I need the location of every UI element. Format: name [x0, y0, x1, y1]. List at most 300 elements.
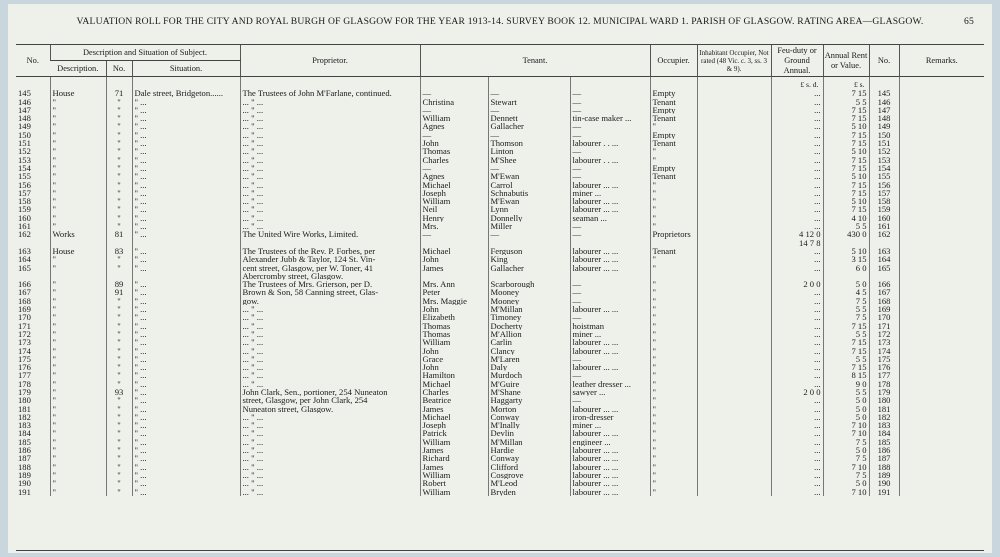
money-units-occupier [650, 77, 697, 90]
tenant-surname: Donnelly [488, 214, 570, 222]
house-number: " [106, 396, 132, 404]
tenant-first-name: William [420, 197, 488, 205]
entry-no: 180 [18, 396, 31, 405]
tenant-surname: — [488, 230, 570, 238]
occupier: " [650, 355, 697, 363]
remarks [899, 172, 984, 180]
tenant-first-name: Charles [420, 156, 488, 164]
tenant-surname: M'Inally [488, 421, 570, 429]
money-units-tfirst [420, 77, 488, 90]
annual-rent: 7 15 [823, 131, 869, 139]
proprietor: ... " ... [240, 181, 420, 189]
col-number: No. [106, 61, 132, 77]
table-row [16, 371, 984, 379]
remarks [899, 479, 984, 487]
annual-rent: 5 0 [823, 405, 869, 413]
tenant-occupation: — [570, 396, 650, 404]
table-row [16, 380, 984, 388]
entry-no-right: 189 [869, 471, 899, 479]
occupier: " [650, 471, 697, 479]
roll-title: VALUATION ROLL FOR THE CITY AND ROYAL BURGH OF GLASGOW FOR THE YEAR 1913-14. SURVEY BOOK 12. MUNICIPAL WARD 1. PARISH OF GLASGOW. RATING AREA—GLASGOW. [76, 16, 924, 27]
entry-no: 162 [18, 230, 31, 239]
tenant-occupation: labourer ... ... [570, 338, 650, 346]
remarks [899, 197, 984, 205]
house-number: " [106, 122, 132, 130]
tenant-occupation: leather dresser ... [570, 380, 650, 388]
occupier: Empty [650, 131, 697, 139]
remarks [899, 230, 984, 238]
annual-rent: 7 15 [823, 106, 869, 114]
feu-duty: ... [771, 264, 823, 272]
entry-no-right: 162 [869, 230, 899, 238]
entry-no: 164 [18, 255, 31, 264]
remarks [899, 313, 984, 321]
house-number: " [106, 222, 132, 230]
entry-no-right: 186 [869, 446, 899, 454]
feu-duty: ... [771, 305, 823, 313]
table-row [16, 114, 984, 122]
proprietor: Abercromby street, Glasgow. [240, 272, 420, 280]
annual-rent: 5 0 [823, 446, 869, 454]
situation: " ... [132, 297, 240, 305]
proprietor: ... " ... [240, 488, 420, 496]
table-row [16, 421, 984, 429]
feu-duty: ... [771, 454, 823, 462]
feu-duty: ... [771, 89, 823, 97]
tenant-first-name: Peter [420, 288, 488, 296]
inhabitant-occupier [697, 122, 771, 130]
money-units-no2 [869, 77, 899, 90]
entry-no: 155 [18, 172, 31, 181]
tenant-occupation: labourer . . ... [570, 139, 650, 147]
tenant-occupation: — [570, 288, 650, 296]
situation: " ... [132, 363, 240, 371]
table-row [16, 280, 984, 288]
remarks [899, 421, 984, 429]
situation: " ... [132, 463, 240, 471]
tenant-first-name [420, 239, 488, 247]
entry-no-right: 148 [869, 114, 899, 122]
occupier: " [650, 189, 697, 197]
col-proprietor: Proprietor. [240, 45, 420, 77]
table-row [16, 239, 984, 247]
entry-no: 167 [18, 288, 31, 297]
feu-duty: 2 0 0 [771, 280, 823, 288]
annual-rent: 5 10 [823, 147, 869, 155]
feu-duty: ... [771, 172, 823, 180]
tenant-occupation: labourer ... ... [570, 347, 650, 355]
occupier: " [650, 347, 697, 355]
house-number: " [106, 471, 132, 479]
col-feu-duty: Feu-duty or Ground Annual. [771, 45, 823, 77]
feu-duty: ... [771, 288, 823, 296]
remarks [899, 214, 984, 222]
situation: " ... [132, 131, 240, 139]
remarks [899, 363, 984, 371]
description: " [50, 471, 106, 479]
occupier: " [650, 446, 697, 454]
table-row [16, 189, 984, 197]
inhabitant-occupier [697, 297, 771, 305]
situation: " ... [132, 479, 240, 487]
occupier: " [650, 147, 697, 155]
remarks [899, 280, 984, 288]
table-row [16, 388, 984, 396]
inhabitant-occupier [697, 429, 771, 437]
proprietor: street, Glasgow, per John Clark, 254 [240, 396, 420, 404]
tenant-first-name: John [420, 305, 488, 313]
house-number: " [106, 322, 132, 330]
description: " [50, 288, 106, 296]
table-row [16, 89, 984, 97]
tenant-first-name: James [420, 463, 488, 471]
tenant-first-name: Elizabeth [420, 313, 488, 321]
annual-rent: 7 15 [823, 164, 869, 172]
description: " [50, 330, 106, 338]
feu-duty: ... [771, 396, 823, 404]
tenant-first-name: — [420, 131, 488, 139]
tenant-occupation: — [570, 230, 650, 238]
table-row [16, 181, 984, 189]
tenant-surname: Thomson [488, 139, 570, 147]
inhabitant-occupier [697, 156, 771, 164]
description: " [50, 106, 106, 114]
entry-no-right: 146 [869, 98, 899, 106]
occupier: Tenant [650, 98, 697, 106]
entry-no-right: 172 [869, 330, 899, 338]
entry-no: 156 [18, 180, 31, 189]
occupier: " [650, 380, 697, 388]
situation: " ... [132, 355, 240, 363]
entry-no-right: 181 [869, 405, 899, 413]
tenant-first-name: James [420, 264, 488, 272]
annual-rent: 5 5 [823, 355, 869, 363]
tenant-occupation: — [570, 172, 650, 180]
tenant-first-name: Robert [420, 479, 488, 487]
description: " [50, 429, 106, 437]
description: " [50, 214, 106, 222]
house-number: " [106, 98, 132, 106]
tenant-occupation: miner ... [570, 421, 650, 429]
proprietor: ... " ... [240, 463, 420, 471]
house-number: " [106, 255, 132, 263]
description [50, 239, 106, 247]
remarks [899, 338, 984, 346]
house-number: " [106, 371, 132, 379]
proprietor: ... " ... [240, 413, 420, 421]
entry-no-right: 175 [869, 355, 899, 363]
tenant-surname: — [488, 164, 570, 172]
money-units-num [106, 77, 132, 90]
annual-rent [823, 272, 869, 280]
tenant-first-name: Agnes [420, 172, 488, 180]
tenant-first-name: Thomas [420, 147, 488, 155]
tenant-occupation: — [570, 297, 650, 305]
occupier: " [650, 205, 697, 213]
tenant-occupation: labourer ... ... [570, 264, 650, 272]
entry-no-right: 163 [869, 247, 899, 255]
annual-rent: 5 10 [823, 172, 869, 180]
remarks [899, 114, 984, 122]
annual-rent: 7 15 [823, 338, 869, 346]
tenant-occupation: — [570, 222, 650, 230]
tenant-surname: M'Guire [488, 380, 570, 388]
inhabitant-occupier [697, 347, 771, 355]
proprietor: ... " ... [240, 322, 420, 330]
tenant-surname: Dennett [488, 114, 570, 122]
entry-no: 159 [18, 205, 31, 214]
proprietor: cent street, Glasgow, per W. Toner, 41 [240, 264, 420, 272]
entry-no-right: 168 [869, 297, 899, 305]
proprietor: ... " ... [240, 330, 420, 338]
situation: " ... [132, 421, 240, 429]
house-number: " [106, 197, 132, 205]
occupier: " [650, 264, 697, 272]
table-row [16, 338, 984, 346]
entry-no-right: 150 [869, 131, 899, 139]
situation: " ... [132, 114, 240, 122]
tenant-surname: Ferguson [488, 247, 570, 255]
tenant-surname: M'Shane [488, 388, 570, 396]
annual-rent: 5 0 [823, 479, 869, 487]
remarks [899, 371, 984, 379]
remarks [899, 239, 984, 247]
house-number: " [106, 421, 132, 429]
tenant-occupation: labourer ... ... [570, 488, 650, 496]
description: " [50, 479, 106, 487]
table-row [16, 454, 984, 462]
situation: " ... [132, 429, 240, 437]
entry-no: 147 [18, 105, 31, 115]
entry-no: 174 [18, 346, 31, 355]
situation: " ... [132, 230, 240, 238]
situation: " ... [132, 172, 240, 180]
proprietor: ... " ... [240, 156, 420, 164]
situation: " ... [132, 264, 240, 272]
description: House [50, 89, 106, 97]
inhabitant-occupier [697, 214, 771, 222]
situation: " ... [132, 322, 240, 330]
tenant-surname: — [488, 106, 570, 114]
tenant-surname: Stewart [488, 98, 570, 106]
tenant-first-name: Neil [420, 205, 488, 213]
table-row [16, 305, 984, 313]
tenant-surname: M'Allion [488, 330, 570, 338]
entry-no-right: 176 [869, 363, 899, 371]
occupier: " [650, 330, 697, 338]
feu-duty: ... [771, 421, 823, 429]
annual-rent: 7 5 [823, 438, 869, 446]
table-row [16, 122, 984, 130]
proprietor: ... " ... [240, 355, 420, 363]
tenant-occupation: labourer ... ... [570, 429, 650, 437]
inhabitant-occupier [697, 164, 771, 172]
occupier: Tenant [650, 172, 697, 180]
remarks [899, 446, 984, 454]
tenant-first-name: Charles [420, 388, 488, 396]
annual-rent: 5 5 [823, 305, 869, 313]
table-row [16, 488, 984, 496]
annual-rent: 7 15 [823, 114, 869, 122]
inhabitant-occupier [697, 305, 771, 313]
occupier: " [650, 181, 697, 189]
money-units-occ [570, 77, 650, 90]
inhabitant-occupier [697, 89, 771, 97]
entry-no: 183 [18, 421, 31, 430]
feu-duty [771, 272, 823, 280]
tenant-occupation: engineer ... [570, 438, 650, 446]
table-row [16, 164, 984, 172]
tenant-first-name: — [420, 106, 488, 114]
feu-duty: ... [771, 297, 823, 305]
house-number: " [106, 380, 132, 388]
remarks [899, 463, 984, 471]
remarks [899, 164, 984, 172]
tenant-occupation [570, 272, 650, 280]
description: " [50, 172, 106, 180]
proprietor: The United Wire Works, Limited. [240, 230, 420, 238]
remarks [899, 98, 984, 106]
entry-no: 187 [18, 454, 31, 463]
remarks [899, 222, 984, 230]
description: Works [50, 230, 106, 238]
description: " [50, 463, 106, 471]
remarks [899, 471, 984, 479]
tenant-surname [488, 239, 570, 247]
inhabitant-occupier [697, 230, 771, 238]
house-number: " [106, 147, 132, 155]
tenant-surname: M'Leod [488, 479, 570, 487]
description: " [50, 131, 106, 139]
entry-no: 157 [18, 188, 31, 198]
occupier: " [650, 313, 697, 321]
annual-rent: 5 5 [823, 222, 869, 230]
entry-no: 179 [18, 387, 31, 397]
inhabitant-occupier [697, 205, 771, 213]
annual-rent: 430 0 [823, 230, 869, 238]
occupier: Tenant [650, 114, 697, 122]
tenant-occupation: — [570, 371, 650, 379]
situation: " ... [132, 255, 240, 263]
table-row [16, 247, 984, 255]
description: " [50, 114, 106, 122]
annual-rent: 7 15 [823, 156, 869, 164]
situation: " ... [132, 338, 240, 346]
description: " [50, 297, 106, 305]
occupier: " [650, 388, 697, 396]
inhabitant-occupier [697, 322, 771, 330]
situation: " ... [132, 454, 240, 462]
proprietor: ... " ... [240, 205, 420, 213]
situation: " ... [132, 205, 240, 213]
table-row [16, 429, 984, 437]
table-row [16, 264, 984, 272]
entry-no: 151 [18, 139, 31, 148]
tenant-first-name: — [420, 164, 488, 172]
tenant-surname: Morton [488, 405, 570, 413]
proprietor: ... " ... [240, 147, 420, 155]
entry-no-right: 170 [869, 313, 899, 321]
tenant-first-name: Joseph [420, 189, 488, 197]
tenant-surname: Conway [488, 413, 570, 421]
document-page [8, 4, 992, 553]
entry-no: 146 [18, 97, 31, 106]
tenant-first-name: Beatrice [420, 396, 488, 404]
tenant-first-name: James [420, 446, 488, 454]
tenant-surname: Conway [488, 454, 570, 462]
feu-duty: ... [771, 214, 823, 222]
situation: " ... [132, 405, 240, 413]
entry-no-right: 180 [869, 396, 899, 404]
house-number: 83 [106, 247, 132, 255]
proprietor: ... " ... [240, 189, 420, 197]
entry-no-right: 178 [869, 380, 899, 388]
remarks [899, 131, 984, 139]
feu-duty: 4 12 0 [771, 230, 823, 238]
annual-rent [823, 239, 869, 247]
entry-no-right: 164 [869, 255, 899, 263]
entry-no-right: 184 [869, 429, 899, 437]
situation: " ... [132, 181, 240, 189]
feu-duty: ... [771, 463, 823, 471]
inhabitant-occupier [697, 98, 771, 106]
inhabitant-occupier [697, 463, 771, 471]
entry-no: 166 [18, 280, 31, 289]
table-row [16, 255, 984, 263]
proprietor: ... " ... [240, 131, 420, 139]
occupier: " [650, 396, 697, 404]
occupier: " [650, 463, 697, 471]
feu-duty: ... [771, 438, 823, 446]
entry-no-right: 165 [869, 264, 899, 272]
annual-rent: 8 15 [823, 371, 869, 379]
proprietor: ... " ... [240, 164, 420, 172]
remarks [899, 388, 984, 396]
money-units-row [16, 77, 984, 90]
remarks [899, 247, 984, 255]
entry-no-right: 179 [869, 388, 899, 396]
occupier: " [650, 122, 697, 130]
description: " [50, 347, 106, 355]
table-row [16, 405, 984, 413]
description: " [50, 322, 106, 330]
description: " [50, 355, 106, 363]
table-row [16, 438, 984, 446]
inhabitant-occupier [697, 288, 771, 296]
inhabitant-occupier [697, 172, 771, 180]
tenant-first-name: Mrs. [420, 222, 488, 230]
feu-duty: ... [771, 413, 823, 421]
description: " [50, 313, 106, 321]
inhabitant-occupier [697, 272, 771, 280]
description: " [50, 396, 106, 404]
proprietor: ... " ... [240, 139, 420, 147]
tenant-surname: M'Shee [488, 156, 570, 164]
tenant-surname: Bryden [488, 488, 570, 496]
col-no: No. [16, 45, 50, 77]
occupier: " [650, 305, 697, 313]
entry-no: 178 [18, 379, 31, 388]
tenant-first-name [420, 272, 488, 280]
inhabitant-occupier [697, 239, 771, 247]
situation: " ... [132, 446, 240, 454]
proprietor: ... " ... [240, 454, 420, 462]
house-number: " [106, 429, 132, 437]
table-row [16, 322, 984, 330]
annual-rent: 3 15 [823, 255, 869, 263]
proprietor: The Trustees of John M'Farlane, continued. [240, 89, 420, 97]
annual-rent: 7 5 [823, 471, 869, 479]
